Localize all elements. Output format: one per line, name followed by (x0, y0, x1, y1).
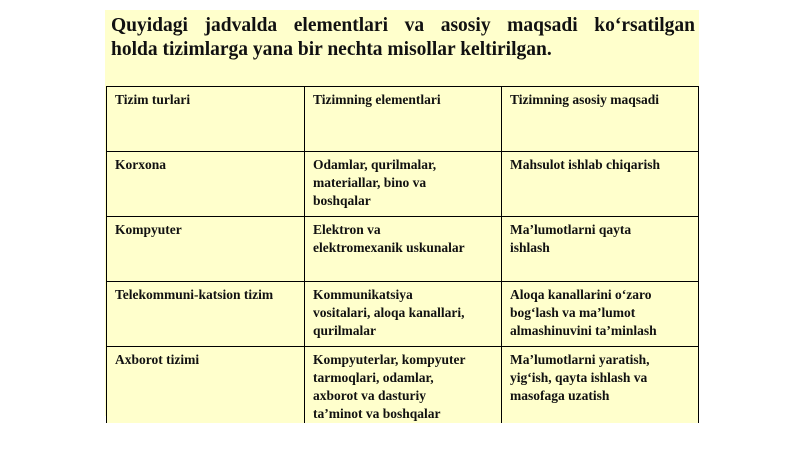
table-cell-system-purpose: Aloqa kanallarini o‘zaro bog‘lash va ma’lumot almashinuvini ta’minlash (502, 282, 699, 347)
table-header-row (107, 87, 699, 152)
table-cell-system-elements: Kommunikatsiya vositalari, aloqa kanallari, qurilmalar (305, 282, 502, 347)
slide-heading (111, 14, 695, 62)
table-cell-system-type: Kompyuter (107, 217, 305, 282)
table-cell-system-elements: Odamlar, qurilmalar, materiallar, bino va boshqalar (305, 152, 502, 217)
column-header-system-type: Tizim turlari (107, 87, 305, 152)
table-cell-system-purpose: Ma’lumotlarni yaratish, yig‘ish, qayta ishlash va masofaga uzatish (502, 347, 699, 424)
table-cell-system-type: Korxona (107, 152, 305, 217)
column-header-system-purpose: Tizimning asosiy maqsadi (502, 87, 699, 152)
table-cell-system-elements: Kompyuterlar, kompyuter tarmoqlari, odamlar, axborot va dasturiy ta’minot va boshqalar (305, 347, 502, 424)
table-cell-system-purpose: Mahsulot ishlab chiqarish (502, 152, 699, 217)
table-cell-system-elements: Elektron va elektromexanik uskunalar (305, 217, 502, 282)
heading-line-2: holda tizimlarga yana bir nechta misollar keltirilgan. (111, 39, 552, 60)
systems-table (106, 86, 699, 423)
table-row (107, 282, 699, 347)
table-row (107, 217, 699, 282)
table-row (107, 347, 699, 424)
table-cell-system-purpose: Ma’lumotlarni qayta ishlash (502, 217, 699, 282)
column-header-system-elements: Tizimning elementlari (305, 87, 502, 152)
heading-line-1: Quyidagi jadvalda elementlari va asosiy maqsadi ko‘rsatilgan (111, 15, 695, 36)
table-cell-system-type: Telekommuni-katsion tizim (107, 282, 305, 347)
table-cell-system-type: Axborot tizimi (107, 347, 305, 424)
table-row (107, 152, 699, 217)
slide (105, 10, 699, 421)
